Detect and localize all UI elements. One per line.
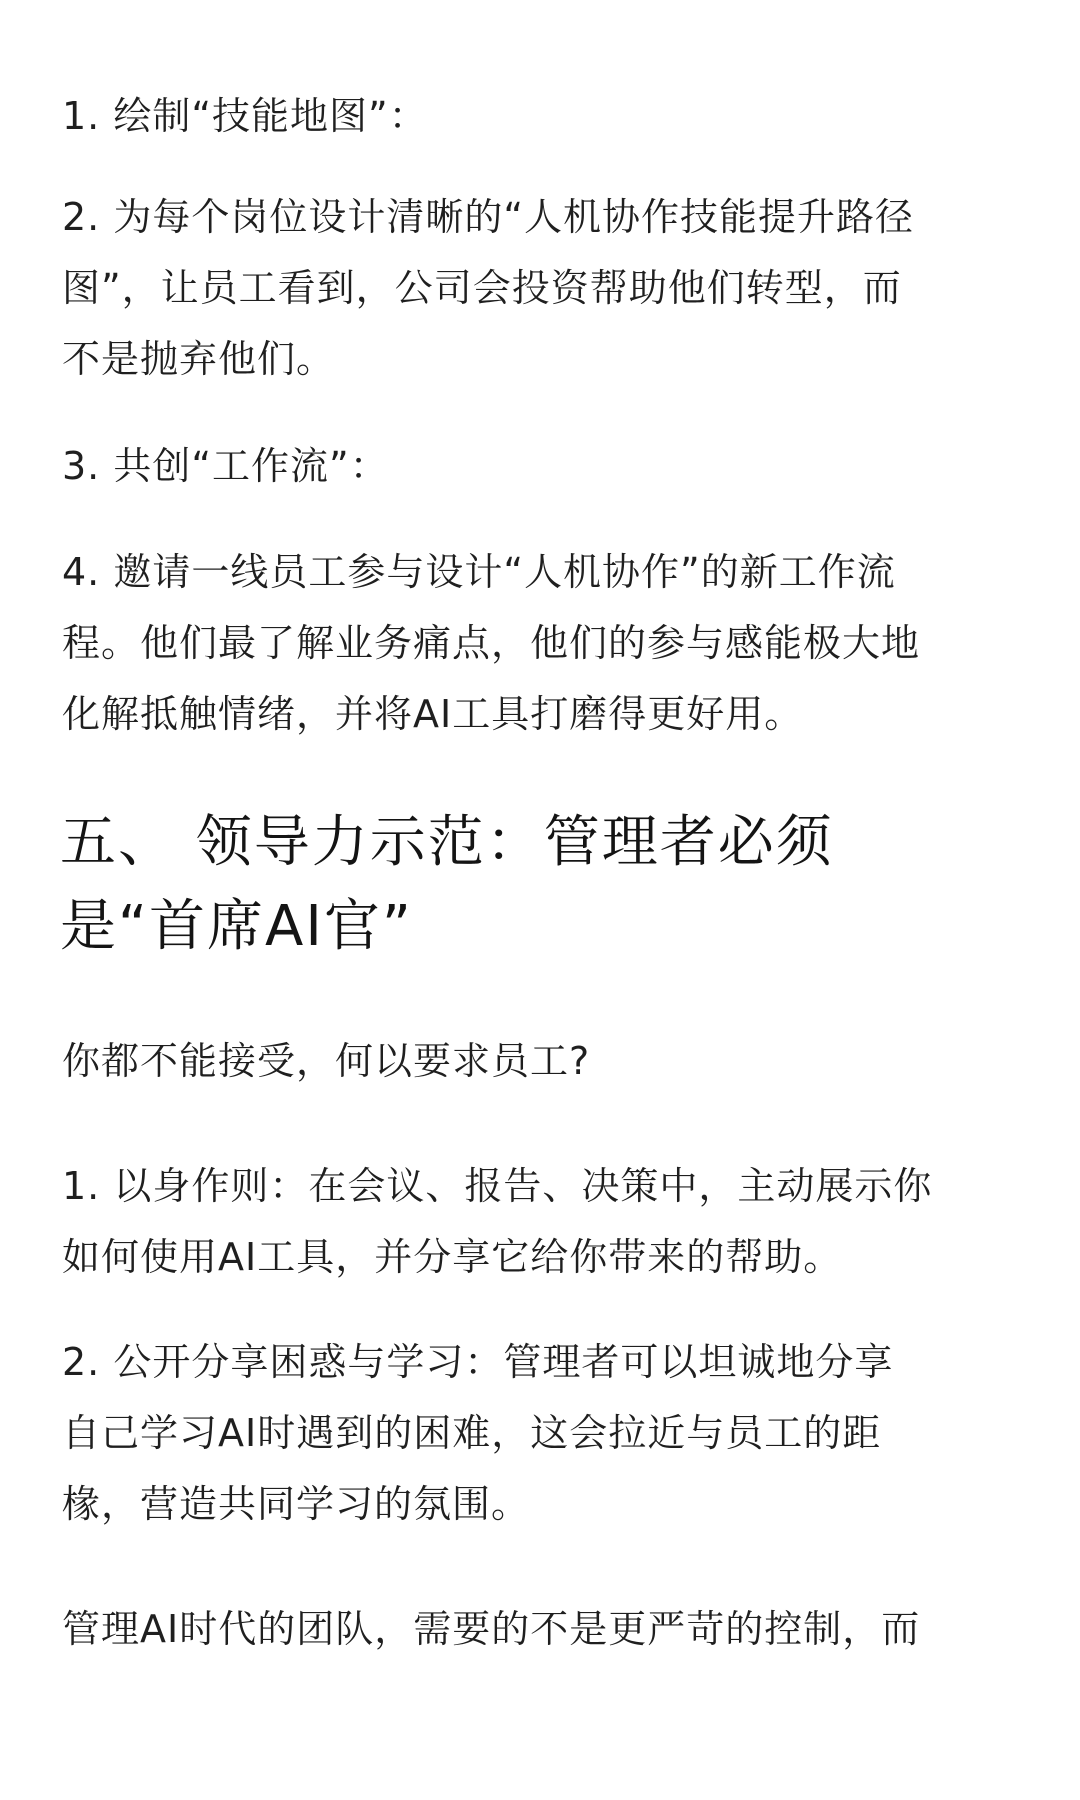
list-item-continuation: 如何使用AI工具，并分享它给你带来的帮助。 <box>62 1235 843 1279</box>
paragraph: 你都不能接受，何以要求员工? <box>62 1039 591 1083</box>
list-item: 2. 公开分享困惑与学习：管理者可以坦诚地分享 <box>62 1340 894 1384</box>
list-item-continuation: 化解抵触情绪，并将AI工具打磨得更好用。 <box>62 692 804 736</box>
list-item: 2. 为每个岗位设计清晰的“人机协作技能提升路径 <box>62 195 915 239</box>
list-item-continuation: 不是抛弃他们。 <box>62 337 336 381</box>
section-heading: 五、 领导力示范：管理者必须 <box>60 810 834 875</box>
section-heading-continuation: 是“首席AI官” <box>60 894 413 959</box>
list-item-continuation: 自己学习AI时遇到的困难，这会拉近与员工的距 <box>62 1411 882 1455</box>
paragraph: 管理AI时代的团队，需要的不是更严苛的控制，而 <box>62 1607 921 1651</box>
list-item: 4. 邀请一线员工参与设计“人机协作”的新工作流 <box>62 550 896 594</box>
list-item: 1. 以身作则：在会议、报告、决策中，主动展示你 <box>62 1164 933 1208</box>
list-item-continuation: 程。他们最了解业务痛点，他们的参与感能极大地 <box>62 621 921 665</box>
list-item-continuation: 椽，营造共同学习的氛围。 <box>62 1482 531 1526</box>
list-item-continuation: 图”，让员工看到，公司会投资帮助他们转型，而 <box>62 266 902 310</box>
list-item: 1. 绘制“技能地图”： <box>62 94 428 138</box>
list-item: 3. 共创“工作流”： <box>62 444 389 488</box>
